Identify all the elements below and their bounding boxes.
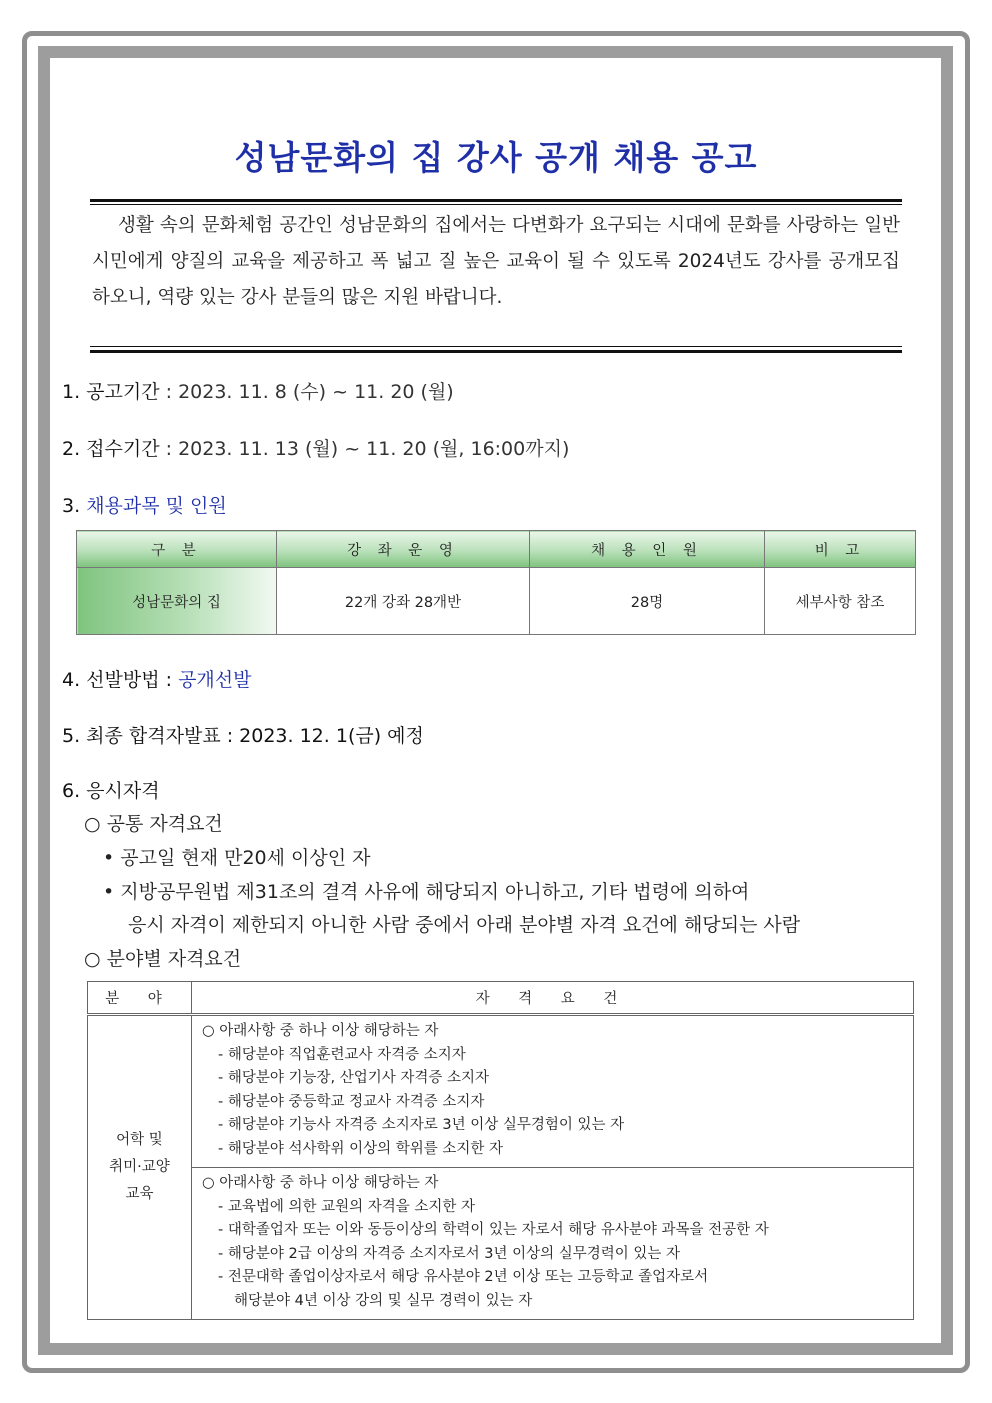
section-subjects: 3. 채용과목 및 인원 [62,495,227,517]
header-field: 분 야 [88,982,192,1015]
cell-venue: 성남문화의 집 [77,568,277,635]
common-item: • 공고일 현재 만20세 이상인 자 [103,847,371,869]
requirements-block-2: ○ 아래사항 중 하나 이상 해당하는 자 - 교육법에 의한 교원의 자격을 소지한 자 - 대학졸업자 또는 이와 동등이상의 학력이 있는 자로서 해당 유사분야 과목을 전공한 자 - 해당분야 2급 이상의 자격증 소지자로서 3년 이상의 실무경력이 있는 자 - 전문대학 졸업이상자로서 해당 유사분야 2년 이상 또는 고등학교 졸업자로서 해당분야 4년 이상 강의 및 실무 경력이 있는 자 [192,1168,914,1320]
header-requirements: 자 격 요 건 [192,982,914,1015]
section-final-announcement: 5. 최종 합격자발표 : 2023. 12. 1(금) 예정 [62,725,424,747]
header-remarks: 비 고 [765,531,916,568]
top-rule-thin [90,204,902,205]
section-selection-method: 4. 선발방법 : 공개선발 [62,669,252,691]
bottom-rule [90,350,902,353]
field-requirements-title: ○ 분야별 자격요건 [84,948,242,970]
common-requirements-title: ○ 공통 자격요건 [84,813,223,835]
intro-paragraph: 생활 속의 문화체험 공간인 성남문화의 집에서는 다변화가 요구되는 시대에 문화를 사랑하는 일반시민에게 양질의 교육을 제공하고 폭 넓고 질 높은 교육이 될 수 있도록 2024년도 강사를 공개모집하오니, 역량 있는 강사 분들의 많은 지원 바랍니다. [92,215,900,308]
section-announcement-period: 1. 공고기간 : 2023. 11. 8 (수) ~ 11. 20 (월) [62,381,454,403]
header-category: 구 분 [77,531,277,568]
requirements-block-1: ○ 아래사항 중 하나 이상 해당하는 자 - 해당분야 직업훈련교사 자격증 소지자 - 해당분야 기능장, 산업기사 자격증 소지자 - 해당분야 중등학교 정교사 자격증 소지자 - 해당분야 기능사 자격증 소지자로 3년 이상 실무경험이 있는 자 - 해당분야 석사학위 이상의 학위를 소지한 자 [192,1015,914,1168]
header-courses: 강 좌 운 영 [277,531,530,568]
cell-remarks: 세부사항 참조 [765,568,916,635]
page-title: 성남문화의 집 강사 공개 채용 공고 [234,138,758,177]
section-eligibility: 6. 응시자격 [62,780,160,802]
field-name-cell: 어학 및 취미·교양 교육 [88,1015,192,1320]
cell-headcount: 28명 [530,568,765,635]
common-item: • 지방공무원법 제31조의 결격 사유에 해당되지 아니하고, 기타 법령에 의하여 [103,881,750,903]
table-row [88,1015,914,1168]
cell-courses: 22개 강좌 28개반 [277,568,530,635]
top-rule [90,199,902,202]
section-application-period: 2. 접수기간 : 2023. 11. 13 (월) ~ 11. 20 (월, 16:00까지) [62,438,570,460]
common-item-continued: 응시 자격이 제한되지 아니한 사람 중에서 아래 분야별 자격 요건에 해당되는 사람 [128,914,801,936]
header-headcount: 채 용 인 원 [530,531,765,568]
table-header-row [88,982,914,1015]
bottom-rule-thin [90,346,902,347]
field-requirements-table [87,981,914,1320]
table-row [88,1168,914,1320]
table-header-row [77,531,916,568]
recruitment-table [76,530,916,635]
table-row [77,568,916,635]
